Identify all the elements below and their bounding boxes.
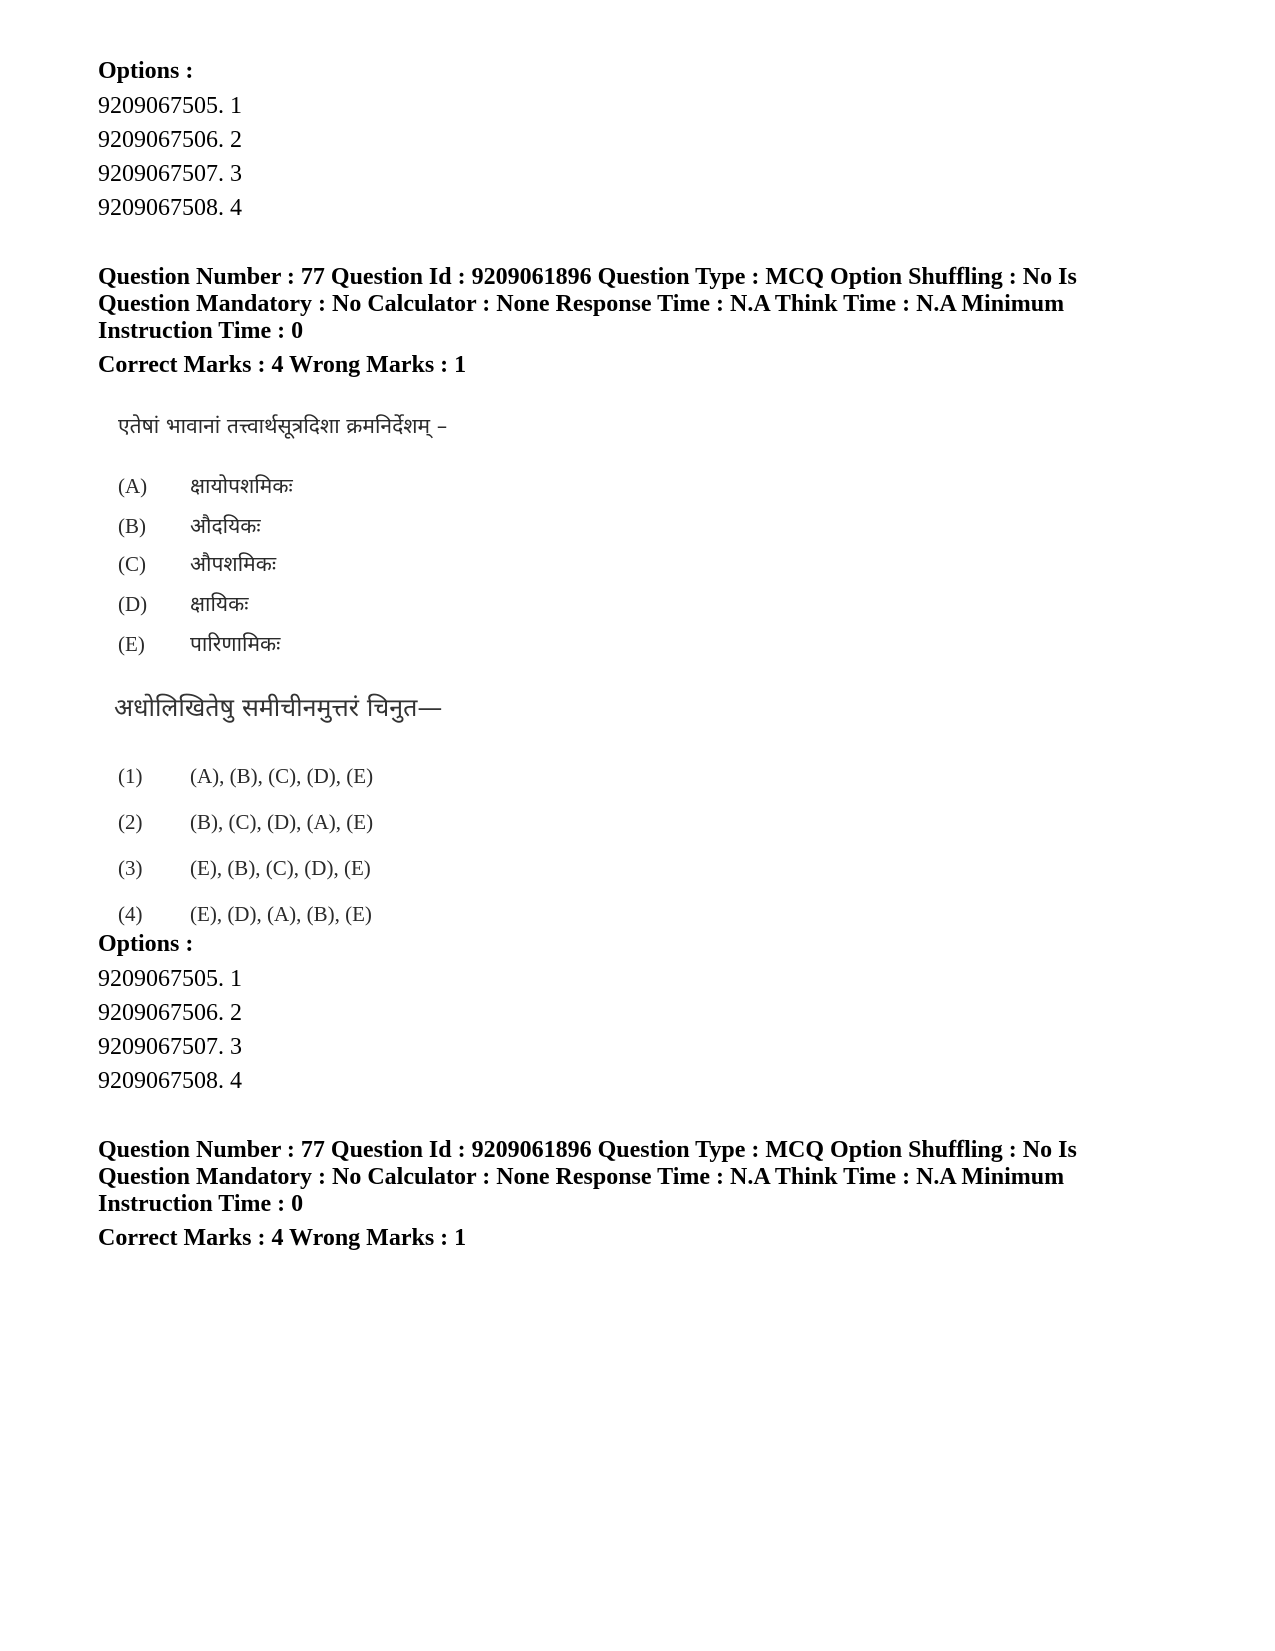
question-item [118,590,249,618]
question-stem: एतेषां भावानां तत्त्वार्थसूत्रदिशा क्रमनिर्देशम् – [118,414,448,438]
choice-number: (3) [118,856,143,880]
question-instruction: अधोलिखितेषु समीचीनमुत्तरं चिनुत— [114,693,443,722]
choice-text: (A), (B), (C), (D), (E) [190,764,374,788]
answer-choice [118,764,373,789]
choice-text: (E), (B), (C), (D), (E) [190,856,371,880]
choice-number: (1) [118,764,143,788]
item-label: (E) [118,632,145,656]
item-text: क्षायिकः [190,592,249,616]
question-item [118,472,293,500]
answer-choice [118,902,372,927]
question-item [118,550,276,578]
question-header [98,1137,1077,1252]
item-text: क्षायोपशमिकः [190,474,293,498]
choice-text: (B), (C), (D), (A), (E) [190,810,374,834]
question-header-line: Instruction Time : 0 [98,318,304,344]
options-block-top [98,58,242,225]
option-line: 9209067507. 3 [98,161,242,187]
choice-number: (4) [118,902,143,926]
options-heading: Options : [98,58,194,84]
options-heading: Options : [98,931,194,957]
option-line: 9209067505. 1 [98,966,242,992]
question-header [98,264,1077,379]
marks-line: Correct Marks : 4 Wrong Marks : 1 [98,352,467,378]
options-block-bottom [98,931,242,1098]
choice-text: (E), (D), (A), (B), (E) [190,902,372,926]
answer-choice [118,810,373,835]
question-item [118,630,280,658]
item-text: पारिणामिकः [190,632,281,656]
question-header-line: Question Number : 77 Question Id : 9209061896 Question Type : MCQ Option Shuffling : No Is [98,264,1077,290]
marks-line: Correct Marks : 4 Wrong Marks : 1 [98,1225,467,1251]
option-line: 9209067505. 1 [98,93,242,119]
question-header-line: Question Mandatory : No Calculator : None Response Time : N.A Think Time : N.A Minimum [98,1164,1065,1190]
option-line: 9209067508. 4 [98,1068,242,1094]
question-header-line: Question Number : 77 Question Id : 9209061896 Question Type : MCQ Option Shuffling : No Is [98,1137,1077,1163]
item-label: (B) [118,514,146,538]
question-image [112,408,632,968]
question-header-line: Instruction Time : 0 [98,1191,304,1217]
item-text: औदयिकः [190,514,261,538]
item-label: (A) [118,474,148,498]
option-line: 9209067508. 4 [98,195,242,221]
item-label: (C) [118,552,146,576]
option-line: 9209067506. 2 [98,127,242,153]
choice-number: (2) [118,810,143,834]
option-line: 9209067507. 3 [98,1034,242,1060]
question-item [118,512,261,540]
item-text: औपशमिकः [190,552,277,576]
answer-choice [118,856,371,881]
item-label: (D) [118,592,148,616]
question-header-line: Question Mandatory : No Calculator : None Response Time : N.A Think Time : N.A Minimum [98,291,1065,317]
option-line: 9209067506. 2 [98,1000,242,1026]
